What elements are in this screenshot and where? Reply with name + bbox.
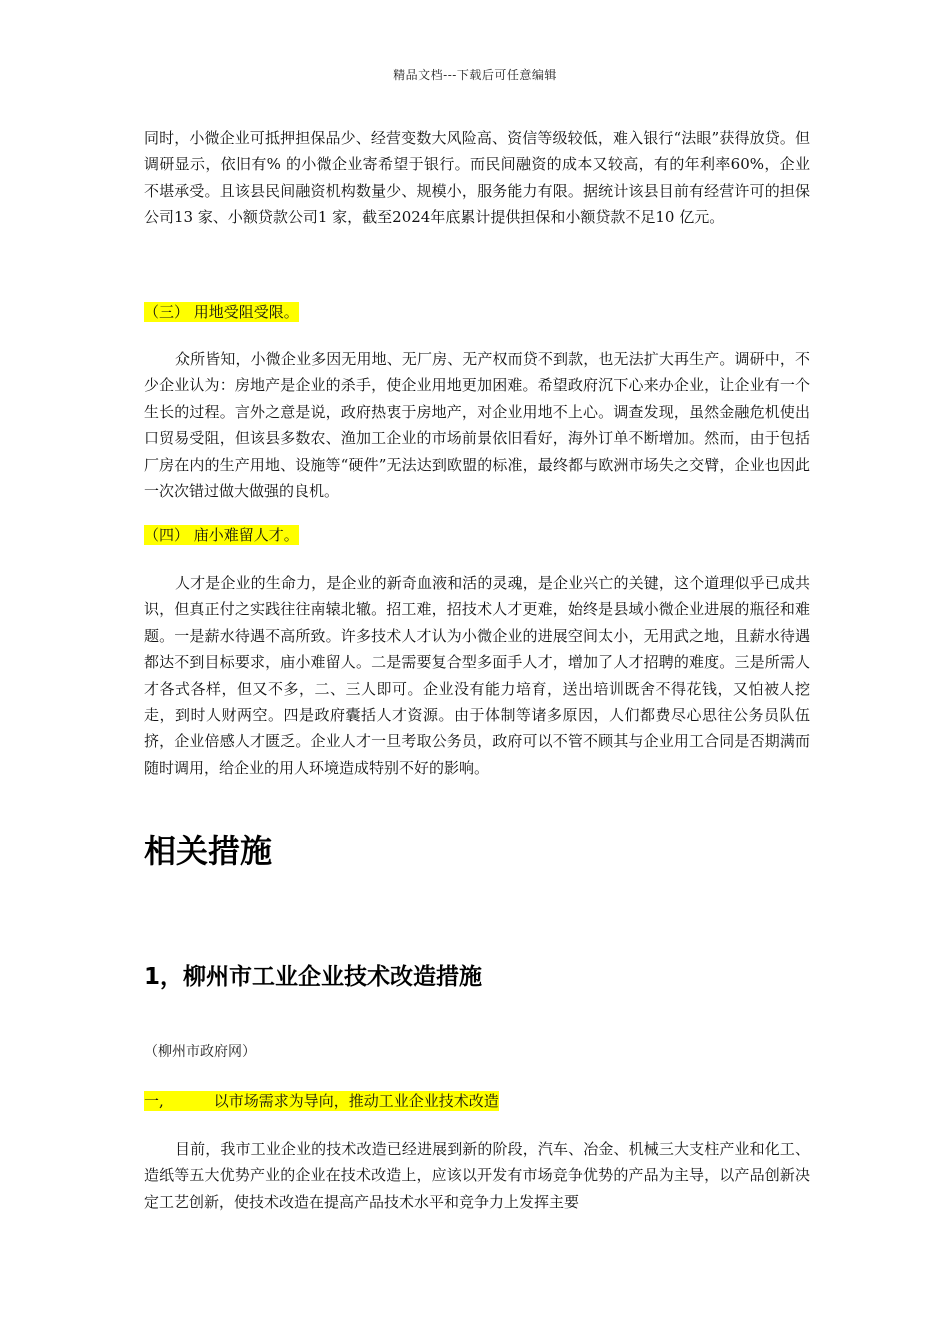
item-heading-1 [144, 1091, 499, 1111]
item-title: 以市场需求为导向，推动工业企业技术改造 [213, 1092, 499, 1110]
source-note: （柳州市政府网） [144, 1044, 256, 1060]
section-heading-3 [144, 302, 299, 322]
section-heading-3-text: （三） 用地受阻受限。 [144, 303, 299, 321]
item-number: 一, [144, 1092, 164, 1110]
item-heading-1-text [144, 1091, 499, 1111]
section-heading-4 [144, 525, 299, 545]
paragraph-land-use: 众所皆知，小微企业多因无用地、无厂房、无产权而贷不到款，也无法扩大再生产。调研中，不少企业认为：房地产是企业的杀手，使企业用地更加困难。希望政府沉下心来办企业，让企业有一个生长的过程。言外之意是说，政府热衷于房地产，对企业用地不上心。调查发现，虽然金融危机使出口贸易受阻，但该县多数农、渔加工企业的市场前景依旧看好，海外订单不断增加。然而，由于包括厂房在内的生产用地、设施等“硬件”无法达到欧盟的标准，最终都与欧洲市场失之交臂，企业也因此一次次错过做大做强的良机。 [144, 350, 810, 501]
paragraph-tech-reform: 目前，我市工业企业的技术改造已经进展到新的阶段，汽车、冶金、机械三大支柱产业和化工、造纸等五大优势产业的企业在技术改造上，应该以开发有市场竞争优势的产品为主导，以产品创新决定工艺创新，使技术改造在提高产品技术水平和竞争力上发挥主要 [144, 1140, 810, 1211]
heading-related-measures: 相关措施 [144, 832, 273, 870]
page-header: 精品文档---下载后可任意编辑 [393, 68, 557, 82]
paragraph-financing: 同时，小微企业可抵押担保品少、经营变数大风险高、资信等级较低，难入银行“法眼”获得放贷。但调研显示，依旧有% 的小微企业寄希望于银行。而民间融资的成本又较高，有的年利率60%，企业不堪承受。且该县民间融资机构数量少、规模小，服务能力有限。据统计该县目前有经营许可的担保公司13 家、小额贷款公司1 家，截至2024年底累计提供担保和小额贷款不足10 亿元。 [144, 129, 810, 227]
heading-liuzhou-measures: 1，柳州市工业企业技术改造措施 [144, 964, 483, 990]
section-heading-4-text: （四） 庙小难留人才。 [144, 526, 299, 544]
paragraph-talent: 人才是企业的生命力，是企业的新奇血液和活的灵魂，是企业兴亡的关键，这个道理似乎已成共识，但真正付之实践往往南辕北辙。招工难，招技术人才更难，始终是县域小微企业进展的瓶径和难题。一是薪水待遇不高所致。许多技术人才认为小微企业的进展空间太小，无用武之地，且薪水待遇都达不到目标要求，庙小难留人。二是需要复合型多面手人才，增加了人才招聘的难度。三是所需人才各式各样，但又不多，二、三人即可。企业没有能力培育，送出培训既舍不得花钱，又怕被人挖走，到时人财两空。四是政府囊括人才资源。由于体制等诸多原因，人们都费尽心思往公务员队伍挤，企业倍感人才匮乏。企业人才一旦考取公务员，政府可以不管不顾其与企业用工合同是否期满而随时调用，给企业的用人环境造成特别不好的影响。 [144, 574, 810, 777]
